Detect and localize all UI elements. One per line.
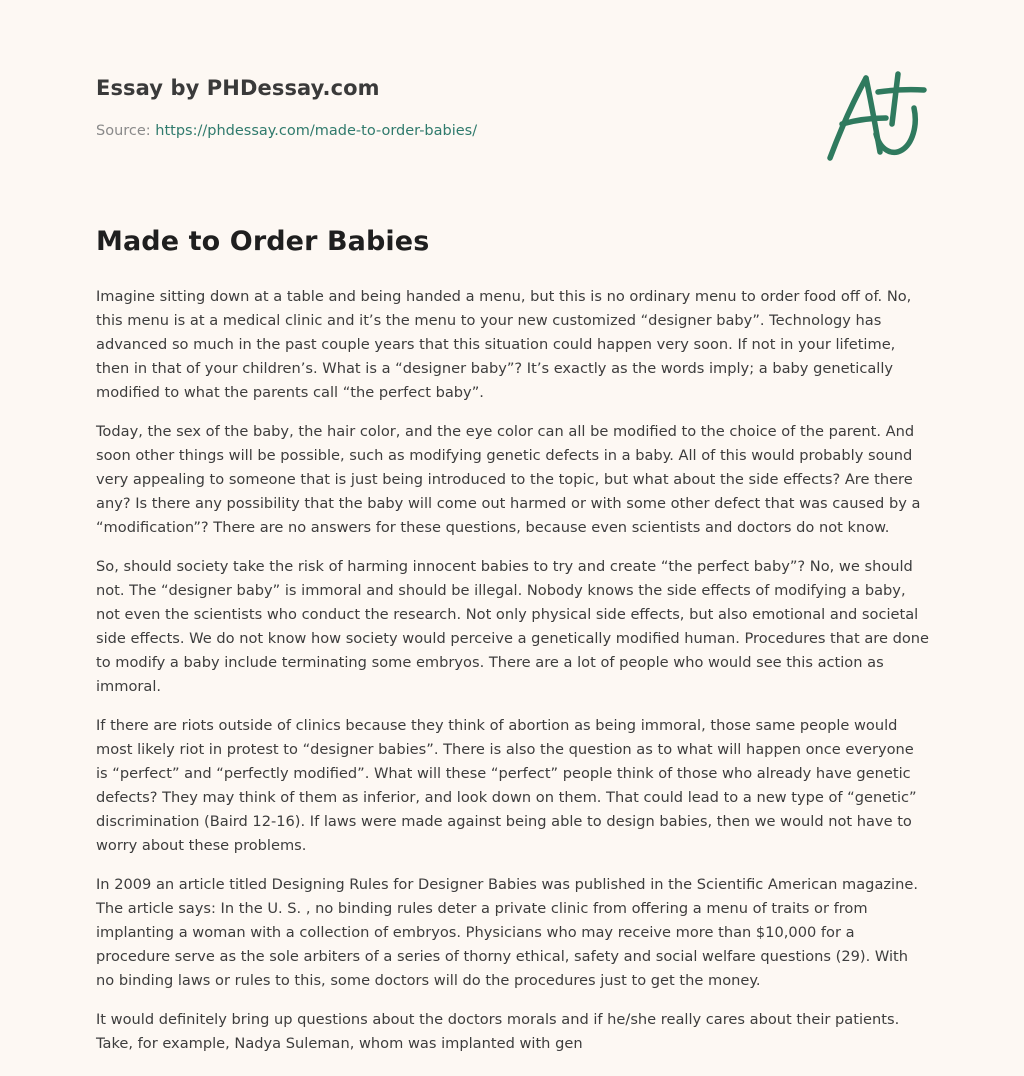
- paragraph: If there are riots outside of clinics because they think of abortion as being immoral, those same people would most likely riot in protest to “designer babies”. There is also the question as to what will happen once everyone is “perfect” and “perfectly modified”. What will these “perfect” people think of those who already have genetic defects? They may think of them as inferior, and look down on them. That could lead to a new type of “genetic” discrimination (Baird 12-16). If laws were made against being able to design babies, then we would not have to worry about these problems.: [96, 717, 917, 854]
- essay-body: [96, 285, 930, 1071]
- site-brand: Essay by PHDessay.com: [96, 76, 380, 100]
- essay-header: [96, 76, 928, 139]
- a-plus-grade-icon: [820, 64, 930, 164]
- paragraph: Imagine sitting down at a table and being handed a menu, but this is no ordinary menu to order food off of. No, this menu is at a medical clinic and it’s the menu to your new customized “designer baby”. Technology has advanced so much in the past couple years that this situation could happen very soon. If not in your lifetime, then in that of your children’s. What is a “designer baby”? It’s exactly as the words imply; a baby genetically modified to what the parents call “the perfect baby”.: [96, 288, 912, 401]
- source-line: [96, 123, 477, 139]
- paragraph: So, should society take the risk of harming innocent babies to try and create “the perfect baby”? No, we should not. The “designer baby” is immoral and should be illegal. Nobody knows the side effects of modifying a baby, not even the scientists who conduct the research. Not only physical side effects, but also emotional and societal side effects. We do not know how society would perceive a genetically modified human. Procedures that are done to modify a baby include terminating some embryos. There are a lot of people who would see this action as immoral.: [96, 558, 929, 695]
- paragraph: In 2009 an article titled Designing Rules for Designer Babies was published in the Scientific American magazine. The article says: In the U. S. , no binding rules deter a private clinic from offering a menu of traits or from implanting a woman with a collection of embryos. Physicians who may receive more than $10,000 for a procedure serve as the sole arbiters of a series of thorny ethical, safety and social welfare questions (29). With no binding laws or rules to this, some doctors will do the procedures just to get the money.: [96, 876, 918, 989]
- source-label: Source:: [96, 123, 151, 139]
- source-link[interactable]: https://phdessay.com/made-to-order-babies/: [155, 123, 478, 139]
- paragraph: It would definitely bring up questions about the doctors morals and if he/she really cares about their patients. Take, for example, Nadya Suleman, whom was implanted with gen: [96, 1011, 900, 1052]
- essay-title: Made to Order Babies: [96, 226, 430, 257]
- paragraph: Today, the sex of the baby, the hair color, and the eye color can all be modified to the choice of the parent. And soon other things will be possible, such as modifying genetic defects in a baby. All of this would probably sound very appealing to someone that is just being introduced to the topic, but what about the side effects? Are there any? Is there any possibility that the baby will come out harmed or with some other defect that was caused by a “modification”? There are no answers for these questions, because even scientists and doctors do not know.: [96, 423, 921, 536]
